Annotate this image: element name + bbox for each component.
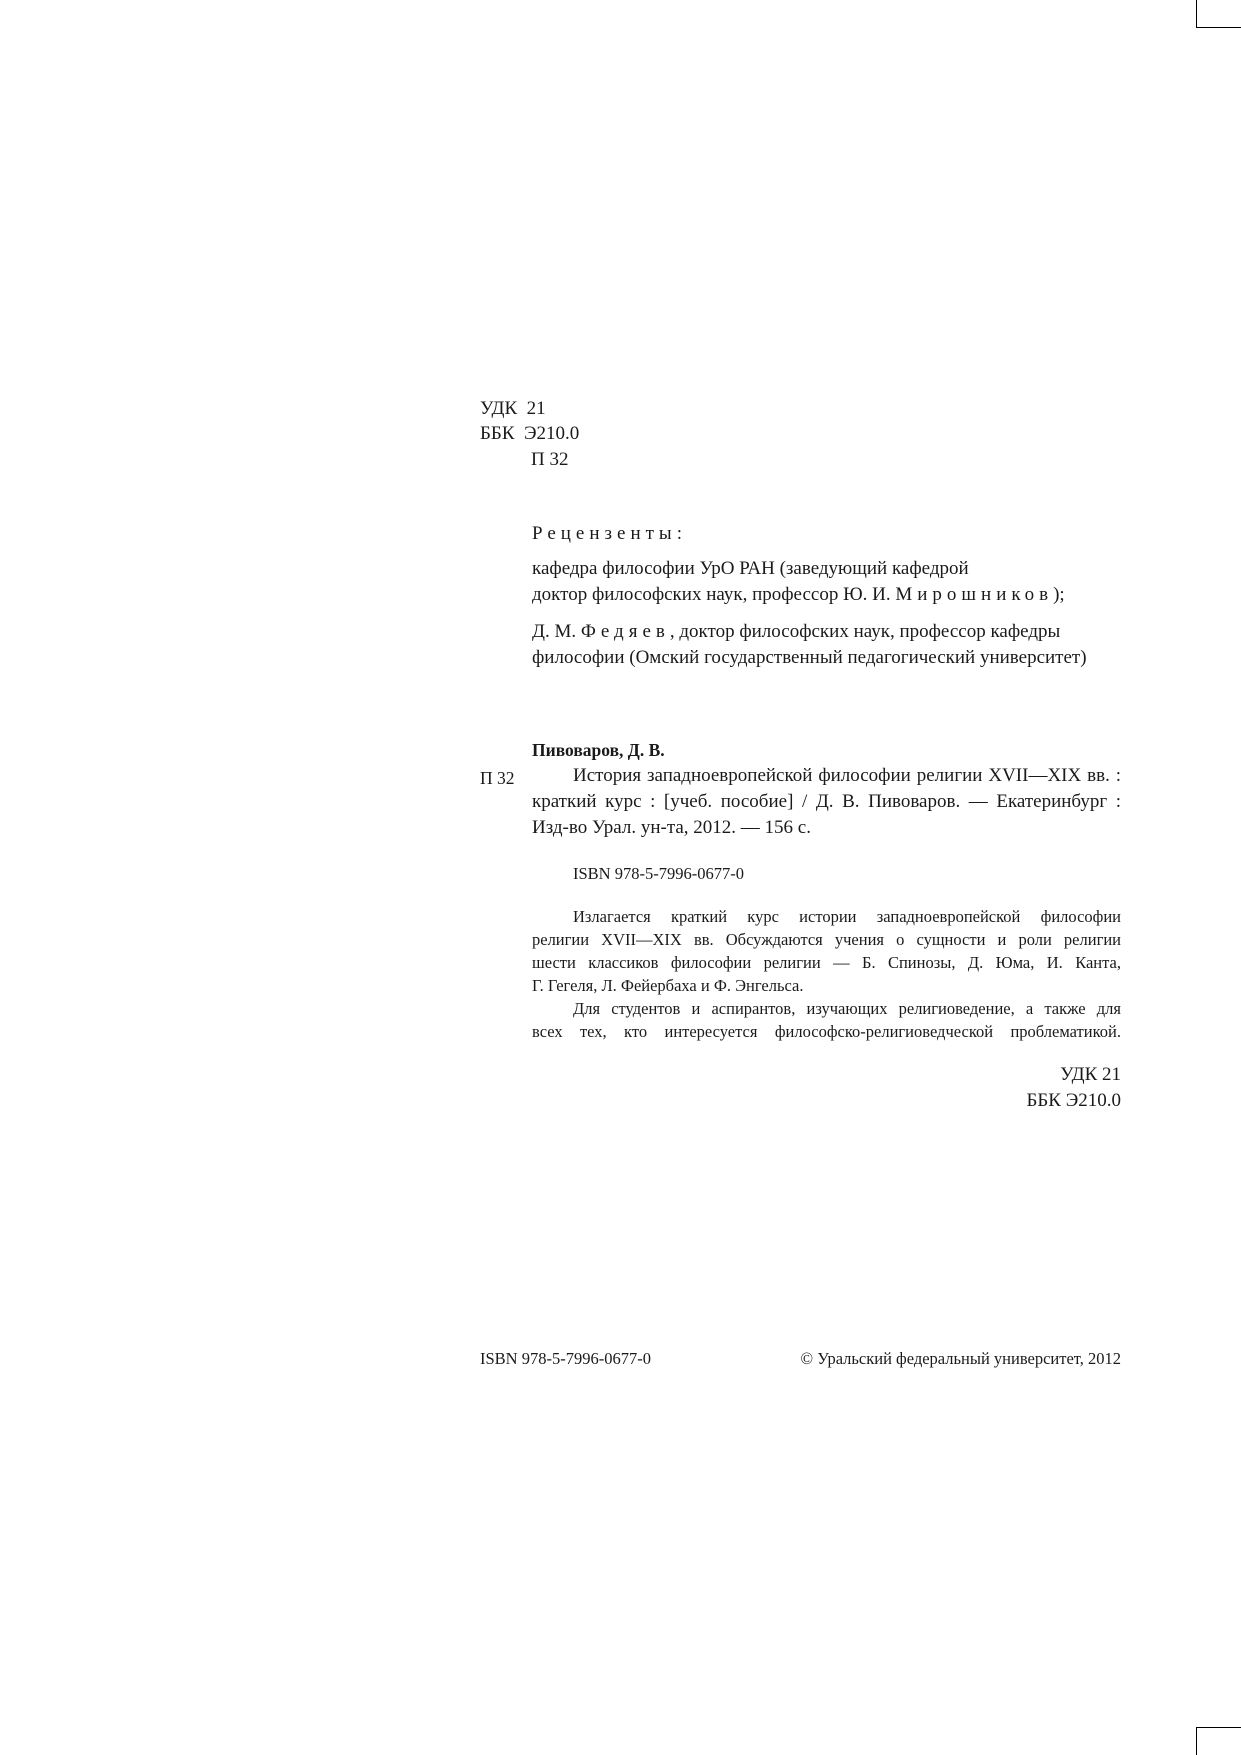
udk-row: [480, 397, 546, 421]
bbk-row: [480, 422, 579, 446]
catalog-title-line-3: Изд-во Урал. ун-та, 2012. — 156 с.: [532, 817, 811, 838]
author-mark: П 32: [531, 449, 569, 470]
abstract-line-5: Для студентов и аспирантов, изучающих религиоведение, а также для: [573, 999, 1121, 1018]
reviewer-1-end: );: [1053, 584, 1065, 605]
abstract-line-6: всех тех, кто интересуется философско-религиоведческой проблематикой.: [532, 1022, 1121, 1041]
abstract-line-4: Г. Гегеля, Л. Фейербаха и Ф. Энгельса.: [532, 976, 804, 995]
catalog-title-line-2: краткий курс : [учеб. пособие] / Д. В. Пивоваров. — Екатеринбург :: [532, 791, 1121, 812]
bbk-value: Э210.0: [524, 423, 580, 444]
reviewer-2-name: Федяев: [580, 621, 670, 642]
udk-label: УДК: [480, 398, 518, 419]
crop-mark-bottom-vertical: [1196, 1727, 1197, 1755]
udk-value: 21: [526, 398, 546, 419]
bbk-label: ББК: [480, 423, 515, 444]
reviewer-2-line-1: [532, 620, 1060, 644]
reviewer-2-initials: Д. М.: [532, 621, 581, 642]
catalog-author: Пивоваров, Д. В.: [532, 740, 665, 760]
crop-mark-top-vertical: [1196, 0, 1197, 28]
abstract-line-1: Излагается краткий курс истории западноевропейской философии: [573, 907, 1121, 926]
footer-isbn: ISBN 978-5-7996-0677-0: [480, 1349, 651, 1368]
crop-mark-top-horizontal: [1196, 27, 1241, 28]
catalog-isbn: ISBN 978-5-7996-0677-0: [573, 864, 744, 883]
reviewer-1-line-1: кафедра философии УрО РАН (заведующий кафедрой: [532, 558, 969, 579]
reviewer-1-name: Мирошников: [895, 584, 1054, 605]
reviewer-1-text: доктор философских наук, профессор Ю. И.: [532, 584, 896, 605]
reviewers-heading: Рецензенты:: [532, 523, 687, 544]
catalog-mark: П 32: [480, 768, 515, 788]
footer-copyright: © Уральский федеральный университет, 2012: [800, 1349, 1121, 1368]
crop-mark-bottom-horizontal: [1196, 1727, 1241, 1728]
abstract-line-3: шести классиков философии религии — Б. Спинозы, Д. Юма, И. Канта,: [532, 953, 1121, 972]
reviewer-2-text: , доктор философских наук, профессор кафедры: [669, 621, 1061, 642]
catalog-title-line-1: История западноевропейской философии религии XVII—XIX вв. :: [573, 765, 1121, 786]
reviewer-2-line-2: философии (Омский государственный педагогический университет): [532, 647, 1087, 668]
reviewer-1-line-2: [532, 583, 1065, 607]
catalog-udk-bottom: УДК 21: [1060, 1064, 1121, 1085]
catalog-bbk-bottom: ББК Э210.0: [1026, 1090, 1121, 1111]
abstract-line-2: религии XVII—XIX вв. Обсуждаются учения о сущности и роли религии: [532, 930, 1121, 949]
